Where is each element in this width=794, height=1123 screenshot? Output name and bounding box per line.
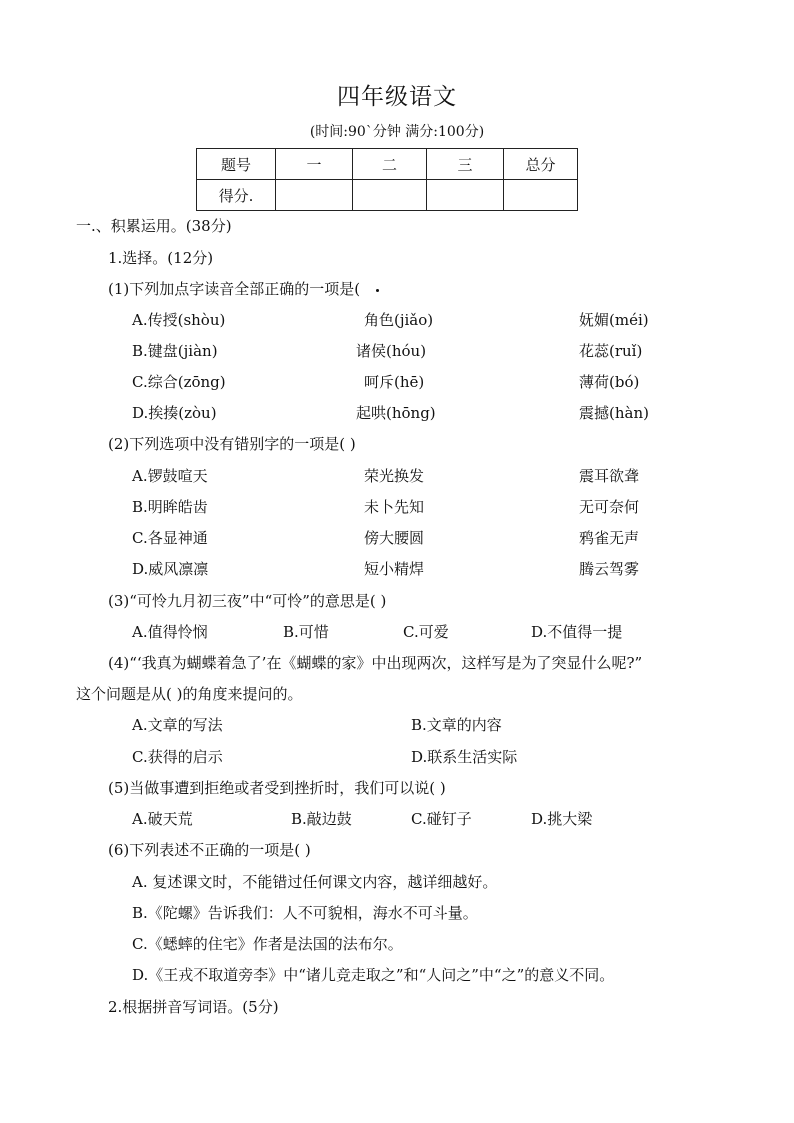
option: C.各显神通 xyxy=(132,529,208,547)
option: D.不值得一提 xyxy=(531,623,623,641)
option: B.文章的内容 xyxy=(411,716,502,734)
section-heading: 一.、积累运用。(38分) xyxy=(76,217,232,235)
page-title: 四年级语文 xyxy=(337,84,457,110)
option: 短小精焊 xyxy=(364,560,425,578)
option: A.破天荒 xyxy=(132,810,193,828)
score-input-cell[interactable] xyxy=(353,180,427,211)
question-prompt: (2)下列选项中没有错别字的一项是( ) xyxy=(108,435,356,453)
option: D.威风凛凛 xyxy=(132,560,209,578)
table-cell: 三 xyxy=(427,149,504,180)
table-cell: 题号 xyxy=(197,149,276,180)
option: 花蕊(ruǐ) xyxy=(579,342,643,360)
question-prompt: (6)下列表述不正确的一项是( ) xyxy=(108,841,311,859)
option: C.《蟋蟀的住宅》作者是法国的法布尔。 xyxy=(132,935,403,953)
option: D.挑大梁 xyxy=(531,810,593,828)
option: 角色(jiǎo) xyxy=(364,311,434,329)
question-prompt-text: (1)下列加点字读音全部正确的一项是( xyxy=(108,280,361,298)
option: B.敲边鼓 xyxy=(291,810,352,828)
option: B.可惜 xyxy=(283,623,329,641)
table-row xyxy=(197,180,578,211)
question-prompt: 这个问题是从( )的角度来提问的。 xyxy=(76,685,303,703)
option: 震耳欲聋 xyxy=(579,467,640,485)
option: A.文章的写法 xyxy=(132,716,223,734)
score-input-cell[interactable] xyxy=(427,180,504,211)
option: D.挨揍(zòu) xyxy=(132,404,217,422)
option: A. 复述课文时，不能错过任何课文内容，越详细越好。 xyxy=(132,873,498,891)
option: 呵斥(hē) xyxy=(364,373,425,391)
option: 震撼(hàn) xyxy=(579,404,649,422)
table-cell: 二 xyxy=(353,149,427,180)
exam-info: (时间:90`分钟 满分:100分) xyxy=(309,124,485,140)
option: D.《王戎不取道旁李》中“诸儿竞走取之”和“人问之”中“之”的意义不同。 xyxy=(132,966,615,984)
option: B.键盘(jiàn) xyxy=(132,342,218,360)
option: A.传授(shòu) xyxy=(132,311,226,329)
table-row xyxy=(197,149,578,180)
table-cell: 总分 xyxy=(504,149,578,180)
option: 无可奈何 xyxy=(579,498,640,516)
question-prompt xyxy=(108,282,379,297)
score-table xyxy=(196,148,578,211)
option: C.碰钉子 xyxy=(411,810,472,828)
option: B.《陀螺》告诉我们：人不可貌相，海水不可斗量。 xyxy=(132,904,478,922)
option: C.可爱 xyxy=(403,623,449,641)
question-prompt: (3)“可怜九月初三夜”中“可怜”的意思是( ) xyxy=(108,592,387,610)
option: D.联系生活实际 xyxy=(411,748,518,766)
option: 妩媚(méi) xyxy=(579,311,649,329)
option: A.锣鼓喧天 xyxy=(132,467,208,485)
question-prompt: (5)当做事遭到拒绝或者受到挫折时，我们可以说( ) xyxy=(108,779,446,797)
option: 薄荷(bó) xyxy=(579,373,640,391)
option: 鸦雀无声 xyxy=(579,529,640,547)
question-heading: 2.根据拼音写词语。(5分) xyxy=(108,998,279,1016)
score-input-cell[interactable] xyxy=(276,180,353,211)
score-input-cell[interactable] xyxy=(504,180,578,211)
question-heading: 1.选择。(12分) xyxy=(108,249,214,267)
option: A.值得怜悯 xyxy=(132,623,208,641)
table-cell: 一 xyxy=(276,149,353,180)
option: 傍大腰圆 xyxy=(364,529,425,547)
option: 荣光换发 xyxy=(364,467,425,485)
dot-icon xyxy=(376,289,379,292)
question-prompt: (4)“‘我真为蝴蝶着急了’在《蝴蝶的家》中出现两次，这样写是为了突显什么呢?” xyxy=(108,654,643,672)
option: C.综合(zōng) xyxy=(132,373,226,391)
option: 腾云驾雾 xyxy=(579,560,640,578)
option: B.明眸皓齿 xyxy=(132,498,208,516)
option: 未卜先知 xyxy=(364,498,425,516)
option: 起哄(hōng) xyxy=(356,404,436,422)
table-cell: 得分. xyxy=(197,180,276,211)
option: 诸侯(hóu) xyxy=(356,342,427,360)
option: C.获得的启示 xyxy=(132,748,223,766)
